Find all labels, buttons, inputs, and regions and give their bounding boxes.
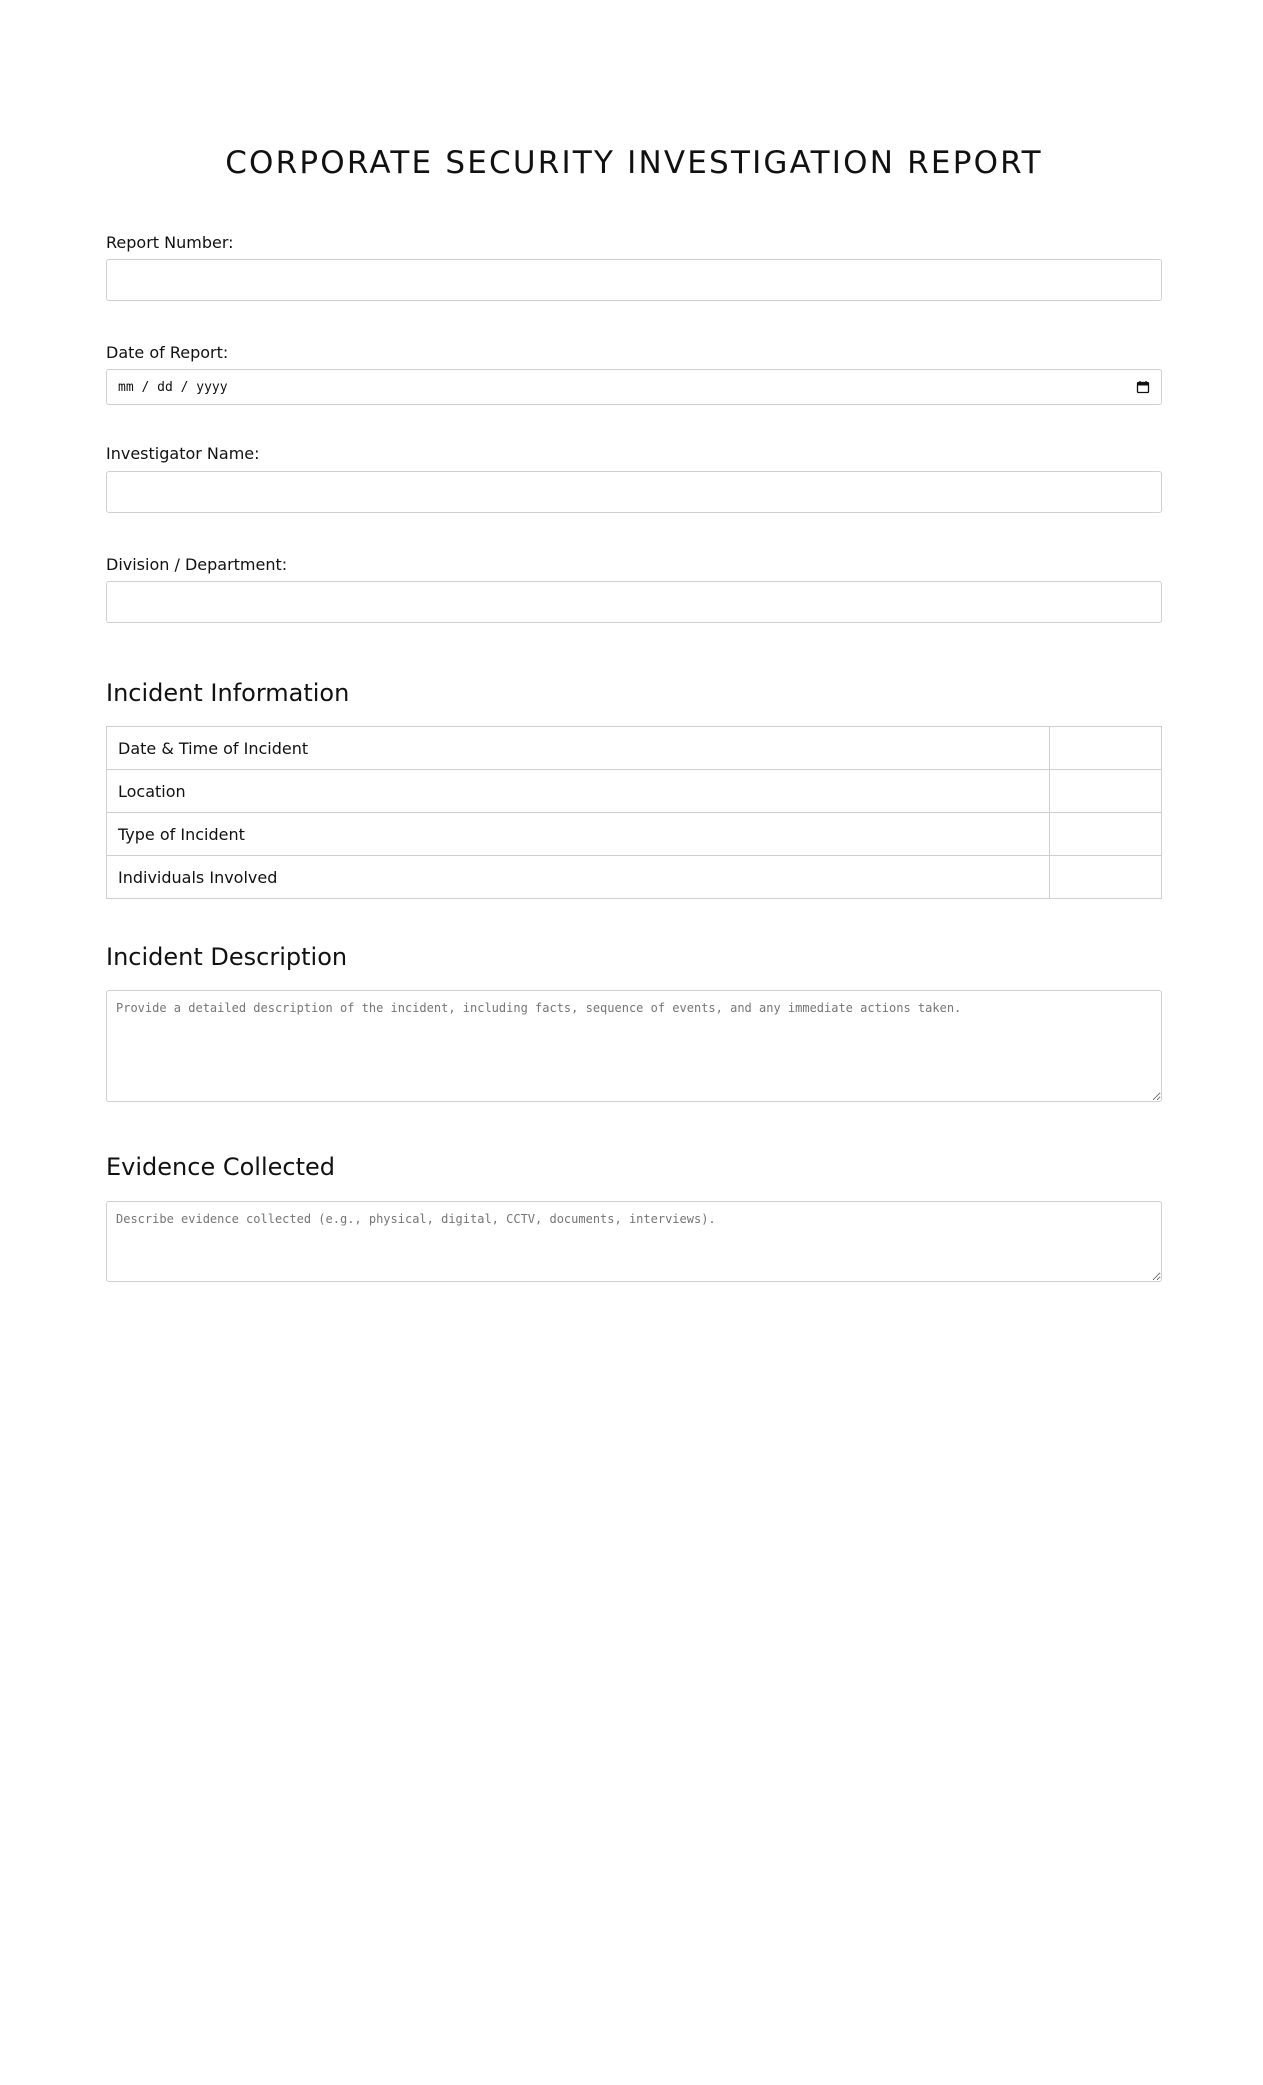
- incident-type-label: Type of Incident: [107, 813, 1050, 856]
- evidence-collected-textarea[interactable]: [106, 1201, 1162, 1282]
- table-row: [107, 856, 1162, 899]
- incident-description-textarea[interactable]: [106, 990, 1162, 1102]
- table-row: [107, 770, 1162, 813]
- incident-description-heading: Incident Description: [106, 943, 348, 971]
- investigator-name-label: Investigator Name:: [106, 444, 260, 463]
- division-department-label: Division / Department:: [106, 555, 288, 574]
- page-title: CORPORATE SECURITY INVESTIGATION REPORT: [225, 145, 1043, 181]
- individuals-involved-value[interactable]: [1050, 856, 1162, 899]
- incident-datetime-value[interactable]: [1050, 727, 1162, 770]
- incident-information-heading: Incident Information: [106, 679, 350, 707]
- table-row: [107, 813, 1162, 856]
- date-of-report-label: Date of Report:: [106, 343, 229, 362]
- report-number-label: Report Number:: [106, 233, 234, 252]
- incident-information-table: [106, 726, 1162, 899]
- investigator-name-input[interactable]: [106, 471, 1162, 513]
- division-department-input[interactable]: [106, 581, 1162, 623]
- incident-datetime-label: Date & Time of Incident: [107, 727, 1050, 770]
- incident-location-value[interactable]: [1050, 770, 1162, 813]
- incident-type-value[interactable]: [1050, 813, 1162, 856]
- date-of-report-value: mm / dd / yyyy: [118, 379, 228, 395]
- date-of-report-input[interactable]: [106, 369, 1162, 405]
- report-number-input[interactable]: [106, 259, 1162, 301]
- evidence-collected-heading: Evidence Collected: [106, 1153, 335, 1181]
- individuals-involved-label: Individuals Involved: [107, 856, 1050, 899]
- incident-location-label: Location: [107, 770, 1050, 813]
- calendar-icon[interactable]: [1135, 379, 1151, 395]
- table-row: [107, 727, 1162, 770]
